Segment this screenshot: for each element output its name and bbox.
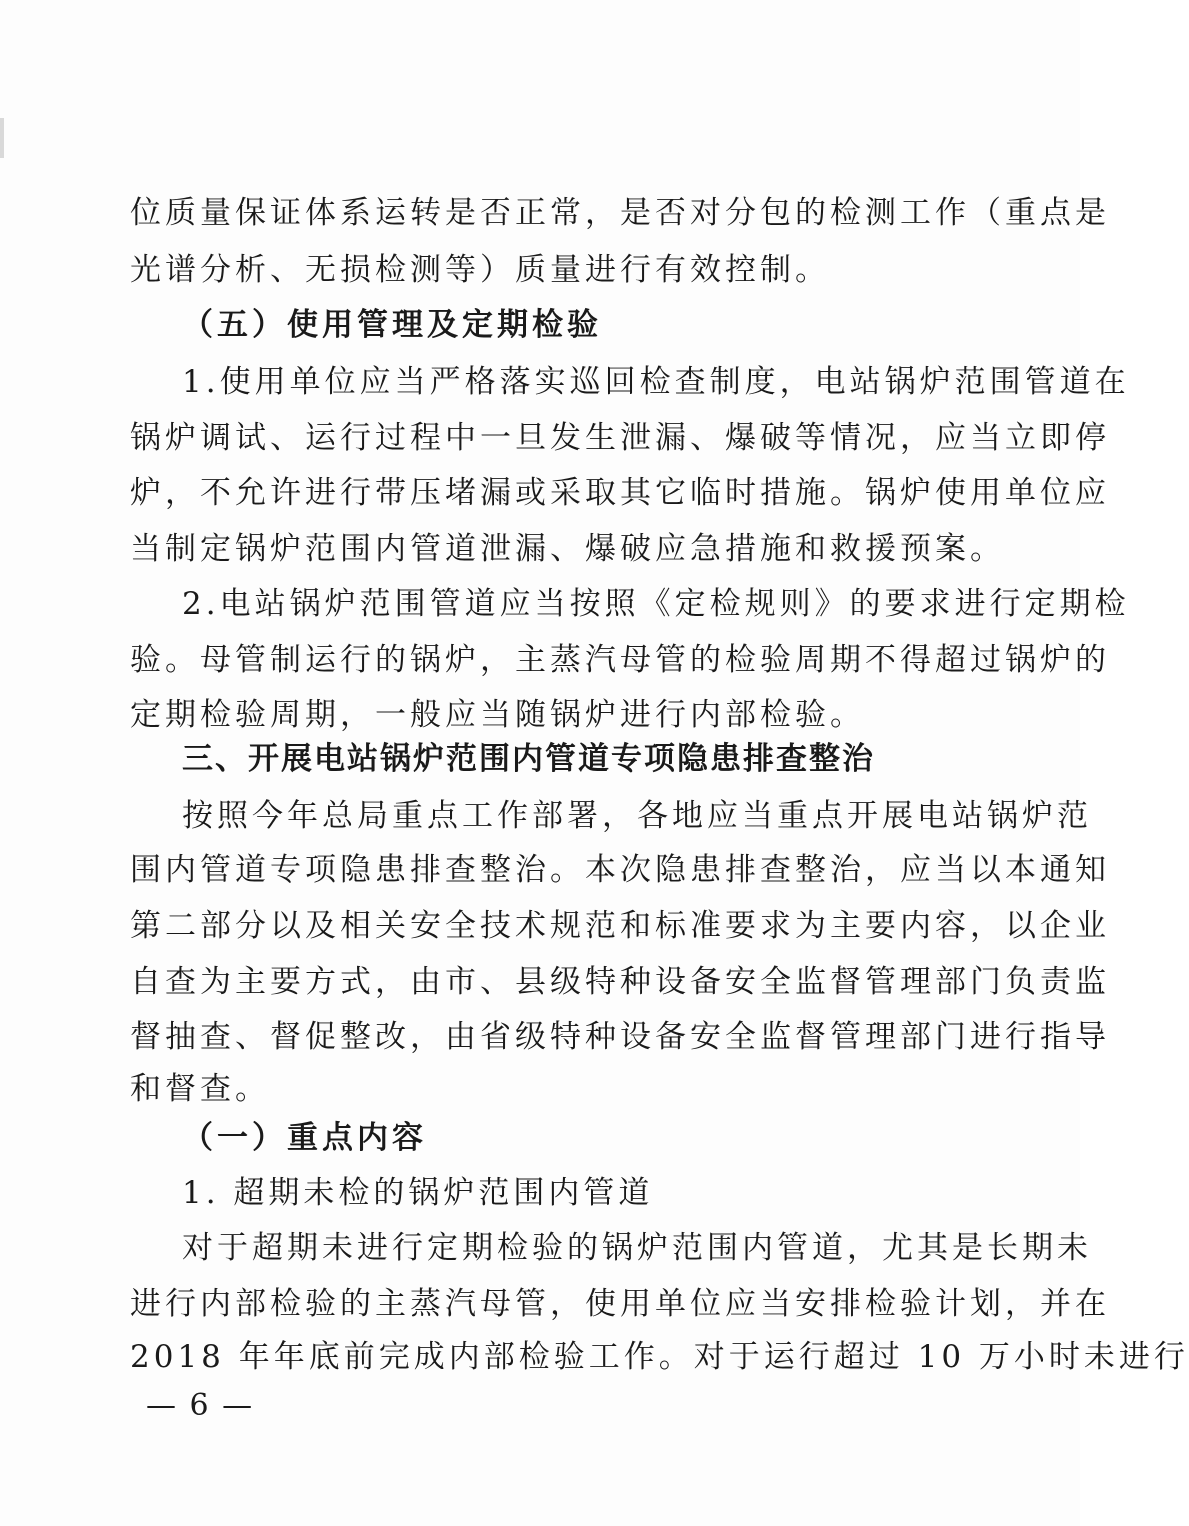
page-edge-mark — [0, 118, 4, 158]
body-line: 位质量保证体系运转是否正常，是否对分包的检测工作（重点是 — [130, 195, 1110, 231]
item-heading: 1. 超期未检的锅炉范围内管道 — [182, 1175, 654, 1211]
body-line: 光谱分析、无损检测等）质量进行有效控制。 — [130, 252, 830, 288]
body-line: 自查为主要方式，由市、县级特种设备安全监督管理部门负责监 — [130, 964, 1110, 1000]
body-line: 炉，不允许进行带压堵漏或采取其它临时措施。锅炉使用单位应 — [130, 475, 1110, 511]
body-line: 和督查。 — [130, 1071, 270, 1107]
page-number: — 6 — — [146, 1388, 255, 1423]
body-line: 定期检验周期，一般应当随锅炉进行内部检验。 — [130, 697, 865, 733]
body-line: 第二部分以及相关安全技术规范和标准要求为主要内容，以企业 — [130, 908, 1110, 944]
body-line: 验。母管制运行的锅炉，主蒸汽母管的检验周期不得超过锅炉的 — [130, 642, 1110, 678]
section-heading-5: （五）使用管理及定期检验 — [182, 307, 602, 343]
body-line: 按照今年总局重点工作部署，各地应当重点开展电站锅炉范 — [182, 798, 1092, 834]
body-line: 督抽查、督促整改，由省级特种设备安全监督管理部门进行指导 — [130, 1019, 1110, 1055]
body-line: 2.电站锅炉范围管道应当按照《定检规则》的要求进行定期检 — [182, 586, 1130, 622]
body-line: 当制定锅炉范围内管道泄漏、爆破应急措施和救援预案。 — [130, 531, 1005, 567]
body-line: 1.使用单位应当严格落实巡回检查制度，电站锅炉范围管道在 — [182, 364, 1130, 400]
part-heading-3: 三、开展电站锅炉范围内管道专项隐患排查整治 — [182, 741, 875, 777]
body-line: 对于超期未进行定期检验的锅炉范围内管道，尤其是长期未 — [182, 1230, 1092, 1266]
body-line: 2018 年年底前完成内部检验工作。对于运行超过 10 万小时未进行 — [130, 1339, 1189, 1375]
body-line: 锅炉调试、运行过程中一旦发生泄漏、爆破等情况，应当立即停 — [130, 420, 1110, 456]
body-line: 进行内部检验的主蒸汽母管，使用单位应当安排检验计划，并在 — [130, 1286, 1110, 1322]
subsection-heading-1: （一）重点内容 — [182, 1120, 427, 1156]
body-line: 围内管道专项隐患排查整治。本次隐患排查整治，应当以本通知 — [130, 852, 1110, 888]
